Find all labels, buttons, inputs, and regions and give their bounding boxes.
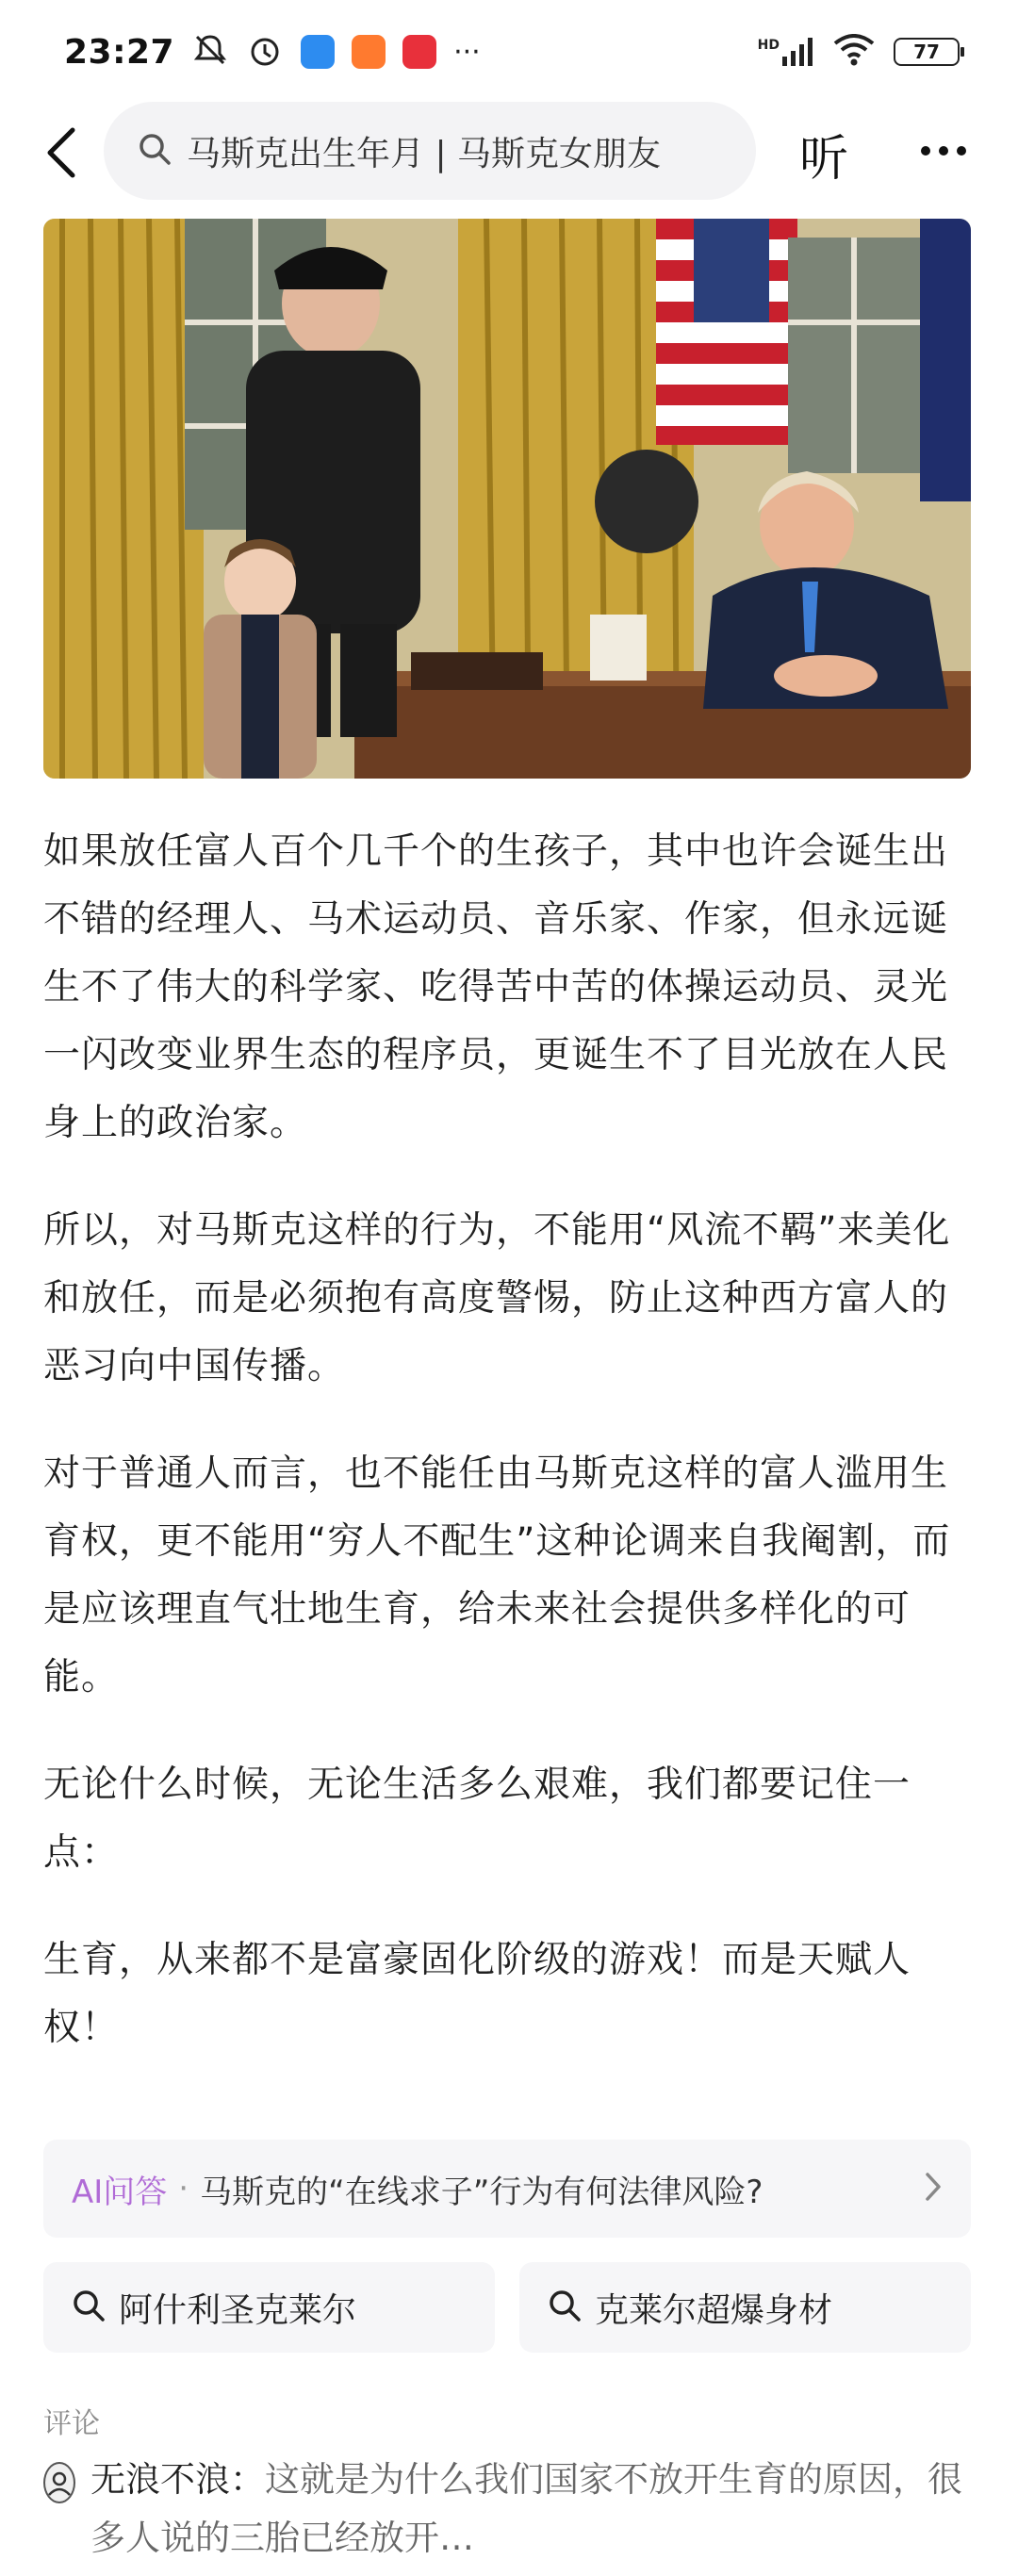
search-icon xyxy=(548,2289,582,2326)
ai-question-card[interactable] xyxy=(43,2140,971,2238)
app-icon xyxy=(301,35,335,69)
article-paragraph: 对于普通人而言，也不能任由马斯克这样的富人滥用生育权，更不能用“穷人不配生”这种论调来自我阉割，而是应该理直气壮地生育，给未来社会提供多样化的可能。 xyxy=(43,1452,951,1698)
status-time: 23:27 xyxy=(64,32,175,72)
article-photo[interactable] xyxy=(43,219,971,779)
article-paragraph: 所以，对马斯克这样的行为，不能用“风流不羁”来美化和放任，而是必须抱有高度警惕，防止这种西方富人的恶习向中国传播。 xyxy=(43,1209,951,1387)
search-icon xyxy=(72,2289,106,2326)
article-paragraph: 生育，从来都不是富豪固化阶级的游戏！而是天赋人权！ xyxy=(43,1939,911,2049)
comment-body xyxy=(90,2451,986,2568)
back-button[interactable] xyxy=(28,120,94,186)
network-label: HD xyxy=(757,38,780,53)
related-search-label: 克莱尔超爆身材 xyxy=(595,2290,833,2330)
related-searches xyxy=(43,2262,971,2353)
mute-icon xyxy=(191,31,229,73)
search-query-text: 马斯克出生年月 | 马斯克女朋友 xyxy=(187,134,662,173)
comments-title: 评论 xyxy=(43,2407,100,2440)
article-paragraph: 如果放任富人百个几千个的生孩子，其中也许会诞生出不错的经理人、马术运动员、音乐家、作家，但永远诞生不了伟大的科学家、吃得苦中苦的体操运动员、灵光一闪改变业界生态的程序员，更诞生不了目光放在人民身上的政治家。 xyxy=(43,830,949,1144)
search-icon xyxy=(138,132,172,170)
avatar-icon[interactable] xyxy=(43,2462,75,2503)
article-paragraph: 无论什么时候，无论生活多么艰难，我们都要记住一点： xyxy=(43,1764,911,1874)
listen-button[interactable]: 听 xyxy=(799,131,849,188)
ai-separator: · xyxy=(178,2170,189,2207)
status-left-icons xyxy=(191,31,481,73)
related-search-chip[interactable] xyxy=(43,2262,495,2353)
comment-text: 这就是为什么我们国家不放开生育的原因，很多人说的三胎已经放开… xyxy=(90,2459,962,2558)
more-icon xyxy=(920,145,967,156)
app-icon xyxy=(352,35,386,69)
comment-item[interactable] xyxy=(43,2451,986,2576)
ai-tag-label: AI问答 xyxy=(72,2173,168,2211)
comment-username[interactable]: 无浪不浪： xyxy=(90,2459,265,2500)
battery-icon: 77 xyxy=(894,38,960,66)
more-button[interactable] xyxy=(911,121,977,181)
chevron-right-icon xyxy=(924,2171,943,2207)
ai-question-text: 马斯克的“在线求子”行为有何法律风险? xyxy=(200,2173,764,2211)
top-nav xyxy=(0,102,1018,204)
wifi-icon xyxy=(833,34,875,70)
app-icon xyxy=(402,35,436,69)
related-search-chip[interactable] xyxy=(519,2262,971,2353)
status-more-dots: ··· xyxy=(453,35,481,69)
back-icon xyxy=(42,124,80,181)
signal-icon xyxy=(758,38,814,66)
related-search-label: 阿什利圣克莱尔 xyxy=(119,2290,357,2330)
status-right-icons xyxy=(758,34,960,70)
article-body xyxy=(43,818,977,2102)
article-photo-scene xyxy=(43,219,971,779)
alarm-icon xyxy=(246,31,284,73)
search-input[interactable] xyxy=(104,102,756,200)
status-bar xyxy=(0,0,1018,104)
